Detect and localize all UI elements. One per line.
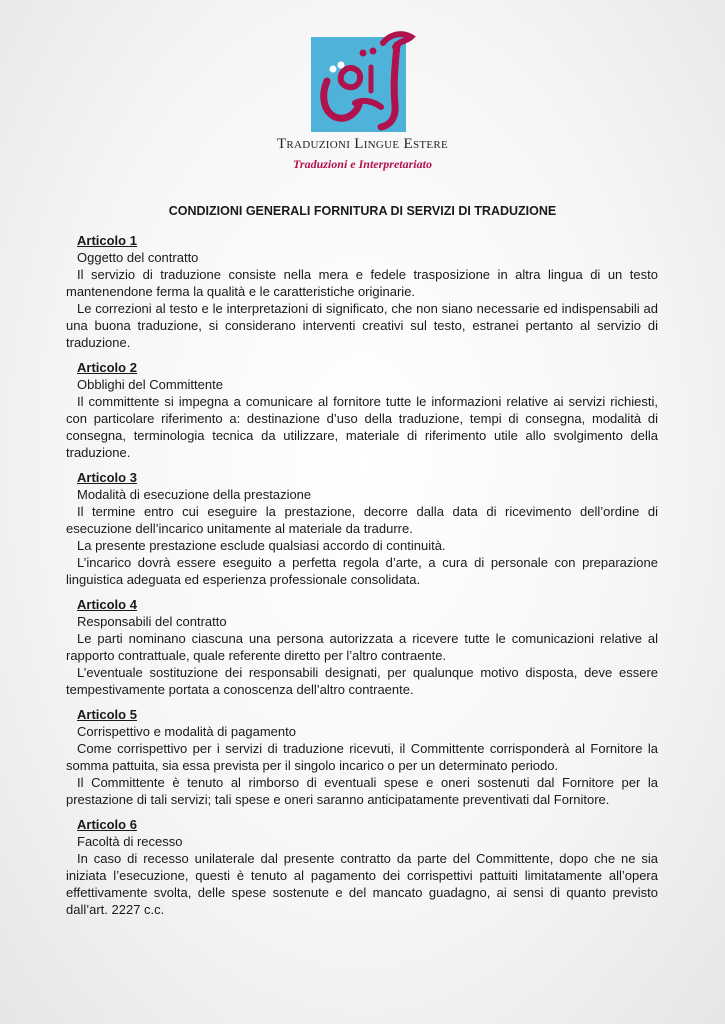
article-subtitle: Oggetto del contratto: [77, 250, 199, 265]
article-heading: Articolo 6: [77, 817, 137, 832]
document-body: [66, 232, 658, 926]
article-paragraph: Il servizio di traduzione consiste nella mera e fedele trasposizione in altra lingua di un testo mantenendone ferma la qualità e le caratteristiche originarie.: [66, 267, 658, 299]
document-title: CONDIZIONI GENERALI FORNITURA DI SERVIZI DI TRADUZIONE: [168, 204, 557, 218]
article-paragraph: In caso di recesso unilaterale dal presente contratto da parte del Committente, dopo che ne sia iniziata l’esecuzione, questi è tenuto al pagamento dei corrispettivi pattuiti limitatamente all’opera effettivamente svolta, delle spese sostenute e del mancato guadagno, ai sensi di quanto previsto dall’art. 2227 c.c.: [66, 851, 658, 917]
logo-calligraphy-icon: [311, 25, 419, 140]
article-paragraph: L’incarico dovrà essere eseguito a perfetta regola d’arte, a cura di personale con preparazione linguistica adeguata ed esperienza professionale consolidata.: [66, 555, 658, 587]
article-heading: Articolo 2: [77, 360, 137, 375]
logo: [311, 37, 406, 132]
article-subtitle: Modalità di esecuzione della prestazione: [77, 487, 312, 502]
article-paragraph: Il Committente è tenuto al rimborso di eventuali spese e oneri sostenuti dal Fornitore per la prestazione di tali servizi; tali spese e oneri saranno anticipatamente preventivati dal Fornitore.: [66, 775, 658, 807]
article-4: [66, 596, 658, 698]
article-paragraph: Le correzioni al testo e le interpretazioni di significato, che non siano necessarie ed indispensabili ad una buona traduzione, si considerano interventi creativi sul testo, estranei pertanto al servizio di traduzione.: [66, 301, 658, 350]
article-1: [66, 232, 658, 351]
article-paragraph: Il committente si impegna a comunicare al fornitore tutte le informazioni relative ai servizi richiesti, con particolare riferimento a: destinazione d’uso della traduzione, tempi di consegna, modalità di consegna, terminologia tecnica da utilizzare, materiale di riferimento utile allo svolgimento della traduzione.: [66, 394, 658, 460]
article-subtitle: Corrispettivo e modalità di pagamento: [77, 724, 296, 739]
article-5: [66, 706, 658, 808]
article-paragraph: Il termine entro cui eseguire la prestazione, decorre dalla data di ricevimento dell’ordine di esecuzione dell’incarico unitamente al materiale da tradurre.: [66, 504, 658, 536]
article-6: [66, 816, 658, 918]
article-heading: Articolo 3: [77, 470, 137, 485]
brand-tagline: Traduzioni e Interpretariato: [293, 157, 432, 171]
article-heading: Articolo 5: [77, 707, 137, 722]
article-paragraph: Come corrispettivo per i servizi di traduzione ricevuti, il Committente corrisponderà al Fornitore la somma pattuita, sia essa prevista per il singolo incarico o per un determinato periodo.: [66, 741, 658, 773]
article-2: [66, 359, 658, 461]
brand-name: Traduzioni Lingue Estere: [276, 136, 449, 152]
article-subtitle: Obblighi del Committente: [77, 377, 223, 392]
article-3: [66, 469, 658, 588]
article-paragraph: La presente prestazione esclude qualsiasi accordo di continuità.: [77, 538, 446, 553]
article-subtitle: Responsabili del contratto: [77, 614, 227, 629]
article-heading: Articolo 1: [77, 233, 137, 248]
article-paragraph: Le parti nominano ciascuna una persona autorizzata a ricevere tutte le comunicazioni relative al rapporto contrattuale, quale referente diretto per l’altro contraente.: [66, 631, 658, 663]
article-paragraph: L’eventuale sostituzione dei responsabili designati, per qualunque motivo disposta, deve essere tempestivamente portata a conoscenza dell’altro contraente.: [66, 665, 658, 697]
article-heading: Articolo 4: [77, 597, 137, 612]
article-subtitle: Facoltà di recesso: [77, 834, 183, 849]
